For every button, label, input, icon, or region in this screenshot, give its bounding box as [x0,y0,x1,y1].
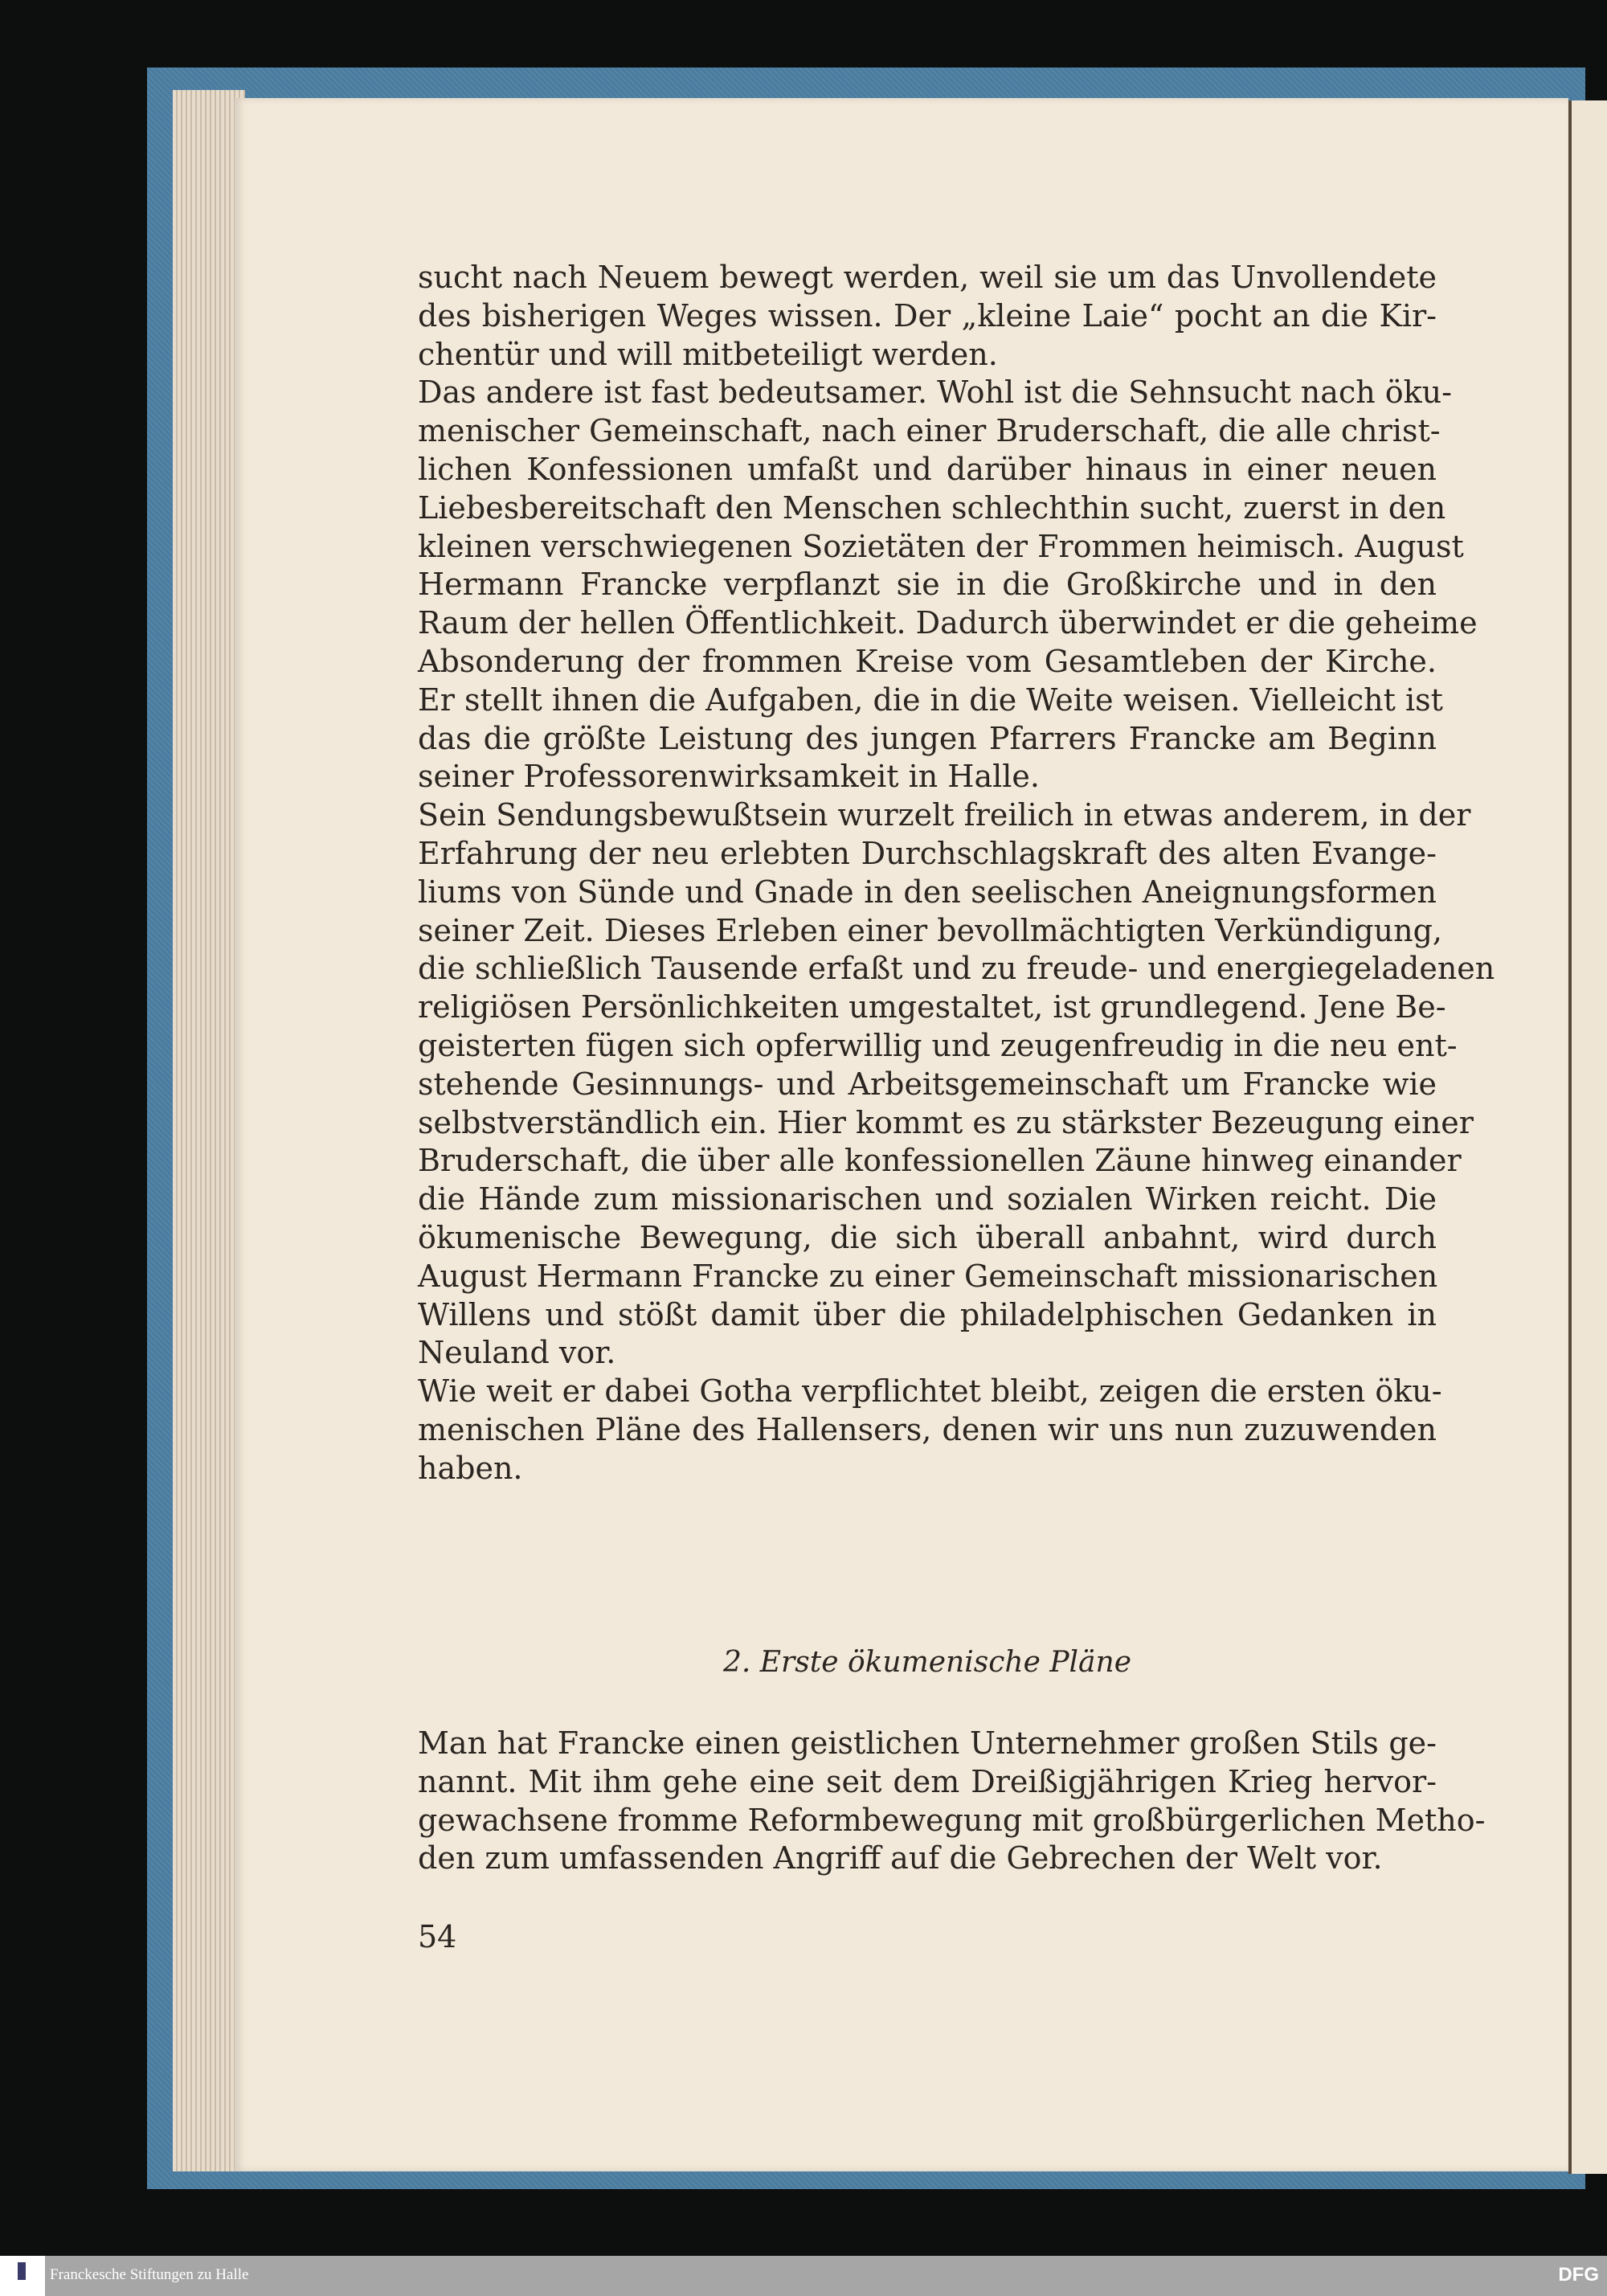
page-number: 54 [418,1919,457,1954]
text-line: August Hermann Francke zu einer Gemeinschaft missionarischen [418,1258,1438,1294]
paragraph [418,796,1495,1373]
text-line: die Hände zum missionarischen und sozialen Wirken reicht. Die [418,1181,1437,1218]
text-line: Er stellt ihnen die Aufgaben, die in die Weite weisen. Vielleicht ist [418,681,1443,718]
institution-logo-icon [0,2256,45,2296]
text-line: Das andere ist fast bedeutsamer. Wohl ist die Sehnsucht nach öku- [418,374,1452,411]
text-line: selbstverständlich ein. Hier kommt es zu stärkster Bezeugung einer [418,1104,1474,1140]
text-line: stehende Gesinnungs- und Arbeitsgemeinschaft um Francke wie [418,1066,1437,1102]
text-line: des bisherigen Weges wissen. Der „kleine Laie“ pocht an die Kir- [418,297,1437,334]
paragraph [418,374,1478,796]
text-line: gewachsene fromme Reformbewegung mit großbürgerlichen Metho- [418,1802,1486,1838]
text-line: seiner Professorenwirksamkeit in Halle. [418,759,1040,795]
text-line: sucht nach Neuem bewegt werden, weil sie um das Unvollendete [418,260,1437,295]
text-line: haben. [418,1450,523,1486]
text-line: chentür und will mitbeteiligt werden. [418,336,998,372]
body-text [418,259,1495,1488]
text-line: Liebesbereitschaft den Menschen schlechthin sucht, zuerst in den [418,489,1446,526]
paragraph [418,1373,1442,1488]
text-line: Neuland vor. [418,1335,616,1371]
paragraph [418,259,1437,374]
text-line: liums von Sünde und Gnade in den seelischen Aneignungsformen [418,874,1437,910]
text-line: lichen Konfessionen umfaßt und darüber hinaus in einer neuen [418,451,1437,487]
dfg-logo[interactable]: DFG [1558,2264,1599,2286]
text-line: Bruderschaft, die über alle konfessionellen Zäune hinweg einander [418,1143,1462,1179]
text-line: die schließlich Tausende erfaßt und zu freude- und energiegeladenen [418,951,1495,987]
text-line: Raum der hellen Öffentlichkeit. Dadurch überwindet er die geheime [418,605,1478,641]
viewer-footer [0,2256,1607,2296]
text-line: menischen Pläne des Hallensers, denen wir uns nun zuzuwenden [418,1411,1437,1447]
text-line: Erfahrung der neu erlebten Durchschlagskraft des alten Evange- [418,835,1437,871]
text-line: menischer Gemeinschaft, nach einer Bruderschaft, die alle christ- [418,413,1441,449]
text-line: Hermann Francke verpflanzt sie in die Großkirche und in den [418,567,1437,603]
section-paragraph [418,1725,1486,1878]
text-line: geisterten fügen sich opferwillig und zeugenfreudig in die neu ent- [418,1027,1458,1063]
text-line: den zum umfassenden Angriff auf die Gebrechen der Welt vor. [418,1840,1383,1876]
text-line: religiösen Persönlichkeiten umgestaltet, ist grundlegend. Jene Be- [418,989,1446,1025]
text-line: Man hat Francke einen geistlichen Unternehmer großen Stils ge- [418,1725,1437,1761]
text-line: ökumenische Bewegung, die sich überall anbahnt, wird durch [418,1219,1437,1255]
text-line: Wie weit er dabei Gotha verpflichtet bleibt, zeigen die ersten öku- [418,1373,1442,1410]
text-line: seiner Zeit. Dieses Erleben einer bevollmächtigten Verkündigung, [418,912,1442,948]
facing-page-edge [1568,100,1607,2174]
section-heading: 2. Erste ökumenische Pläne [722,1646,1132,1679]
institution-name[interactable]: Franckesche Stiftungen zu Halle [50,2266,249,2283]
text-line: Willens und stößt damit über die philadelphischen Gedanken in [418,1296,1437,1332]
text-line: nannt. Mit ihm gehe eine seit dem Dreißigjährigen Krieg hervor- [418,1763,1437,1799]
text-line: Sein Sendungsbewußtsein wurzelt freilich in etwas anderem, in der [418,797,1471,833]
text-line: Absonderung der frommen Kreise vom Gesamtleben der Kirche. [418,643,1437,679]
text-line: kleinen verschwiegenen Sozietäten der Frommen heimisch. August [418,528,1464,564]
text-line: das die größte Leistung des jungen Pfarrers Francke am Beginn [418,720,1437,756]
